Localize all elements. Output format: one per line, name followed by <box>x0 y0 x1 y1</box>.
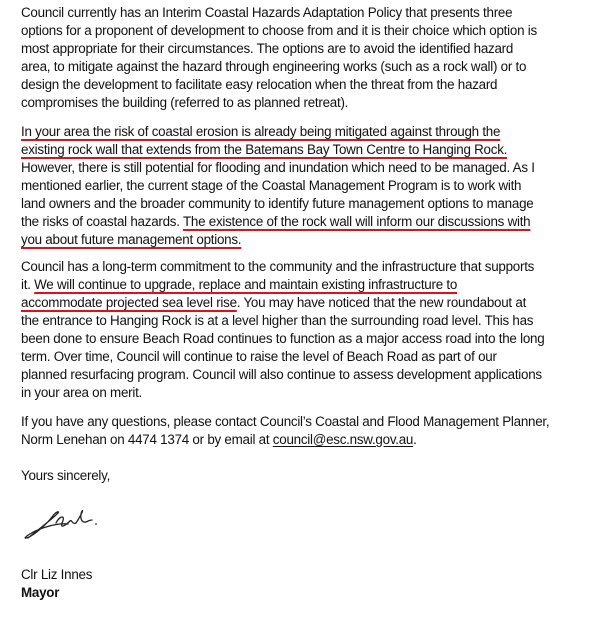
text-segment: been done to ensure Beach Road continues to function as a major access road into the long <box>21 331 545 346</box>
text-line <box>21 213 535 231</box>
underlined-text: accommodate projected sea level rise <box>21 295 237 310</box>
text-segment: mentioned earlier, the current stage of the Coastal Management Program is to work with <box>21 178 522 193</box>
signatory-name: Clr Liz Innes <box>21 567 93 582</box>
text-line <box>21 330 544 348</box>
text-segment: the entrance to Hanging Rock is at a level higher than the surrounding road level. This has <box>21 313 534 328</box>
text-segment: . <box>413 432 417 447</box>
underlined-text: In your area the risk of coastal erosion is already being mitigated against through the <box>21 124 501 139</box>
text-segment: Council currently has an Interim Coastal Hazards Adaptation Policy that presents three <box>21 5 513 20</box>
text-line <box>21 431 549 449</box>
text-line <box>21 258 544 276</box>
text-line <box>21 177 535 195</box>
text-segment: design the development to facilitate easy relocation when the threat from the hazard <box>21 77 498 92</box>
paragraph-policy-options <box>21 4 537 112</box>
text-line <box>21 40 537 58</box>
signature-image <box>22 505 112 548</box>
text-line <box>21 159 535 177</box>
underlined-text: The existence of the rock wall will inform our discussions with <box>182 214 531 229</box>
text-line <box>21 141 535 159</box>
email-link[interactable]: council@esc.nsw.gov.au <box>272 432 414 447</box>
text-segment: area, to mitigate against the hazard through engineering works (such as a rock wall) or to <box>21 59 527 74</box>
paragraph-contact <box>21 413 549 449</box>
text-line <box>21 276 544 294</box>
text-line <box>21 58 537 76</box>
text-line <box>21 76 537 94</box>
text-line <box>21 22 537 40</box>
text-segment: the risks of coastal hazards. <box>21 214 183 229</box>
text-segment: land owners and the broader community to identify future management options to manage <box>21 196 534 211</box>
text-segment: However, there is still potential for flooding and inundation which need to be managed. As I <box>21 160 535 175</box>
text-segment: If you have any questions, please contact Council’s Coastal and Flood Management Planner, <box>21 414 550 429</box>
underlined-text: We will continue to upgrade, replace and maintain existing infrastructure to <box>34 277 458 292</box>
text-segment: options for a proponent of development to choose from and it is their choice which option is <box>21 23 537 38</box>
text-line <box>21 294 544 312</box>
text-segment: Norm Lenehan on 4474 1374 or by email at <box>21 432 273 447</box>
text-segment: compromises the building (referred to as planned retreat). <box>21 95 349 110</box>
text-line <box>21 4 537 22</box>
text-line <box>21 384 544 402</box>
signatory-title: Mayor <box>21 585 60 600</box>
text-segment: . You may have noticed that the new roundabout at <box>236 295 527 310</box>
text-segment: planned resurfacing program. Council will also continue to assess development applications <box>21 367 542 382</box>
text-segment: Council has a long-term commitment to the community and the infrastructure that supports <box>21 259 535 274</box>
text-line <box>21 312 544 330</box>
underlined-text: existing rock wall that extends from the Batemans Bay Town Centre to Hanging Rock. <box>21 142 508 157</box>
text-line <box>21 413 549 431</box>
paragraph-infrastructure <box>21 258 544 402</box>
text-line <box>21 348 544 366</box>
text-segment: it. <box>21 277 35 292</box>
text-line <box>21 231 535 249</box>
text-segment: most appropriate for their circumstances. The options are to avoid the identified hazard <box>21 41 514 56</box>
text-line <box>21 94 537 112</box>
text-line <box>21 195 535 213</box>
text-line <box>21 123 535 141</box>
underlined-text: you about future management options. <box>21 232 242 247</box>
paragraph-rock-wall <box>21 123 535 249</box>
text-segment: in your area on merit. <box>21 385 143 400</box>
closing-text: Yours sincerely, <box>21 468 111 483</box>
text-line <box>21 366 544 384</box>
text-segment: term. Over time, Council will continue to raise the level of Beach Road as part of our <box>21 349 497 364</box>
